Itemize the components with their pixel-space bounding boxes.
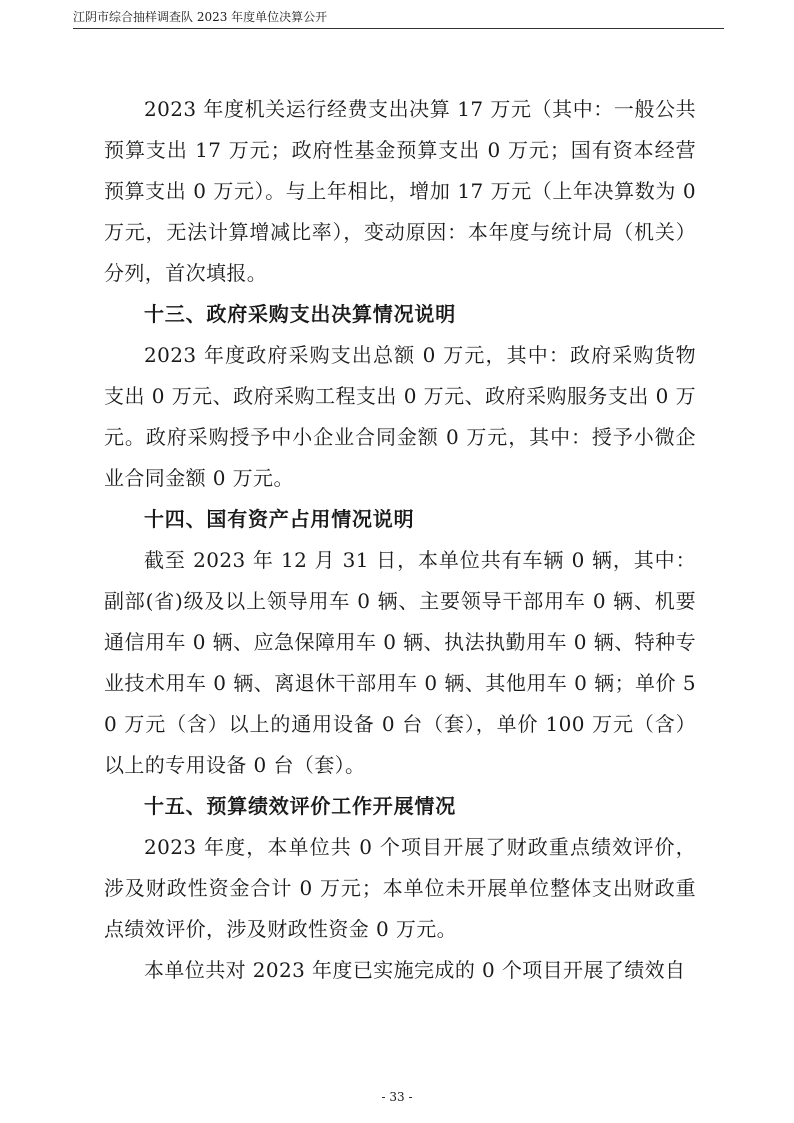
paragraph-performance-evaluation: 2023 年度，本单位共 0 个项目开展了财政重点绩效评价，涉及财政性资金合计 0 万元；本单位未开展单位整体支出财政重点绩效评价，涉及财政性资金 0 万元。 [104,835,696,941]
paragraph-operating-expenses: 2023 年度机关运行经费支出决算 17 万元（其中：一般公共预算支出 17 万元；政府性基金预算支出 0 万元；国有资本经营预算支出 0 万元）。与上年相比，增加 17 万元（上年决算数为 0 万元，无法计算增减比率），变动原因：本年度与统计局（机关）分列，首次填报。 [104,97,696,285]
section-heading-14: 十四、国有资产占用情况说明 [144,507,415,531]
document-body [104,89,696,991]
section-heading-15: 十五、预算绩效评价工作开展情况 [144,794,456,818]
paragraph-procurement: 2023 年度政府采购支出总额 0 万元，其中：政府采购货物支出 0 万元、政府采购工程支出 0 万元、政府采购服务支出 0 万元。政府采购授予中小企业合同金额 0 万元，其中：授予小微企业合同金额 0 万元。 [104,343,696,490]
paragraph-state-assets: 截至 2023 年 12 月 31 日，本单位共有车辆 0 辆，其中：副部(省)级及以上领导用车 0 辆、主要领导干部用车 0 辆、机要通信用车 0 辆、应急保障用车 0 辆、执法执勤用车 0 辆、特种专业技术用车 0 辆、离退休干部用车 0 辆、其他用车 0 辆；单价 50 万元（含）以上的通用设备 0 台（套），单价 100 万元（含）以上的专用设备 0 台（套）。 [104,548,696,777]
page-number: - 33 - [381,1090,413,1104]
section-heading-13: 十三、政府采购支出决算情况说明 [144,302,456,326]
paragraph-self-evaluation: 本单位共对 2023 年度已实施完成的 0 个项目开展了绩效自 [144,958,686,982]
page-header: 江阴市综合抽样调查队 2023 年度单位决算公开 [73,9,724,29]
